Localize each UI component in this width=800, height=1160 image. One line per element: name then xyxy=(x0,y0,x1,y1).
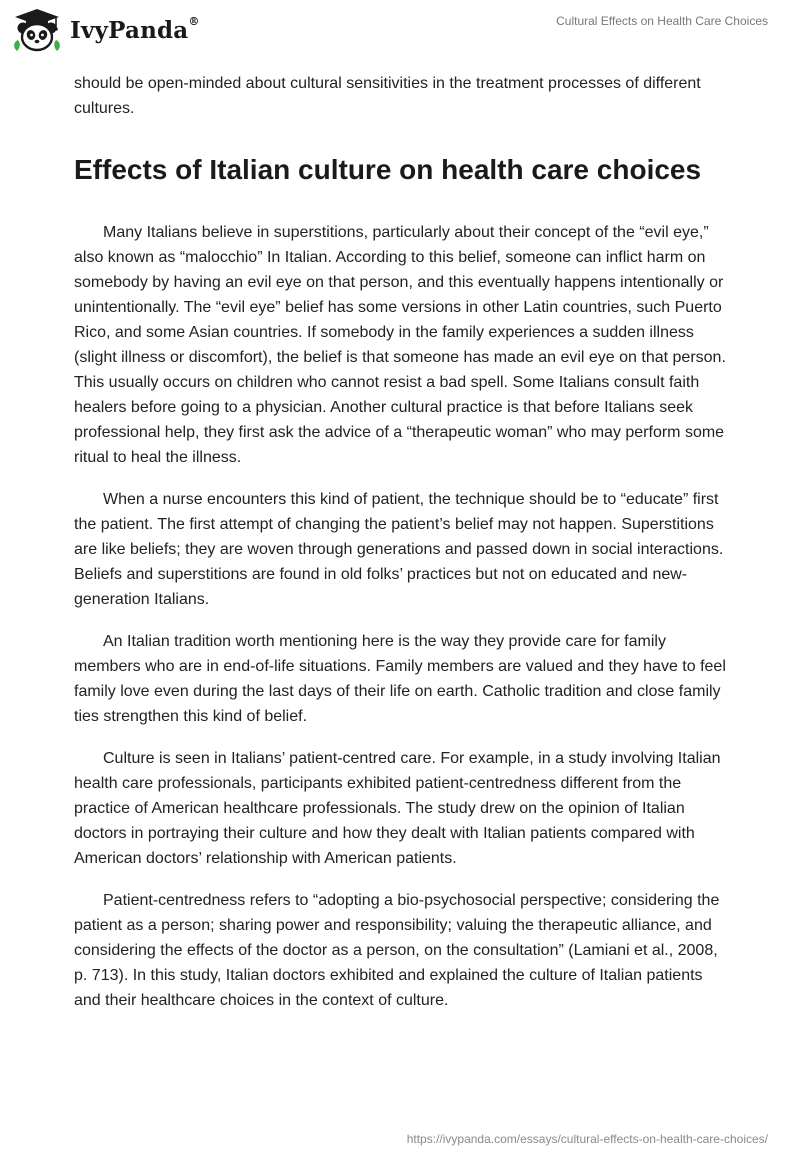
intro-paragraph: should be open-minded about cultural sensitivities in the treatment processes of different cultures. xyxy=(74,75,701,117)
footer-url[interactable]: https://ivypanda.com/essays/cultural-effects-on-health-care-choices/ xyxy=(406,1132,768,1146)
page-header xyxy=(0,0,800,56)
paragraph-evil-eye: Many Italians believe in superstitions, particularly about their concept of the “evil eye,” also known as “malocchio” In Italian. According to this belief, someone can inflict harm on somebody by having an evil eye on that person, and this eventually happens intentionally or unintentionally. The “evil eye” belief has some versions in other Latin countries, such Puerto Rico, and some Asian countries. If somebody in the family experiences a sudden illness (slight illness or discomfort), the belief is that someone has made an evil eye on that person. This usually occurs on children who cannot resist a bad spell. Some Italians consult faith healers before going to a physician. Another cultural practice is that before Italians seek professional help, they first ask the advice of a “therapeutic woman” who may perform some ritual to heal the illness. xyxy=(74,224,726,466)
registered-mark: ® xyxy=(188,14,200,28)
paragraph-patient-centredness-definition: Patient-centredness refers to “adopting a bio-psychosocial perspective; considering the patient as a person; sharing power and responsibility; valuing the therapeutic alliance, and considering the effects of the doctor as a person, on the consultation” (Lamiani et al., 2008, p. 713). In this study, Italian doctors exhibited and explained the culture of Italian patients and their healthcare choices in the context of culture. xyxy=(74,892,720,1009)
panda-graduate-icon xyxy=(12,7,62,53)
paragraph-end-of-life: An Italian tradition worth mentioning here is the way they provide care for family members who are in end-of-life situations. Family members are valued and they have to feel family love even during the last days of their life on earth. Catholic tradition and close family ties strengthen this kind of belief. xyxy=(74,633,726,725)
section-heading: Effects of Italian culture on health care choices xyxy=(74,154,702,185)
brand-logo[interactable] xyxy=(12,6,200,54)
brand-name: IvyPanda® xyxy=(70,14,200,44)
article-body xyxy=(74,71,728,1030)
paragraph-nurse-technique: When a nurse encounters this kind of patient, the technique should be to “educate” first the patient. The first attempt of changing the patient’s belief may not happen. Superstitions are like beliefs; they are woven through generations and passed down in social interactions. Beliefs and superstitions are found in old folks’ practices but not on educated and new-generation Italians. xyxy=(74,491,724,608)
paragraph-patient-centred-care: Culture is seen in Italians’ patient-centred care. For example, in a study involving Italian health care professionals, participants exhibited patient-centredness different from the practice of American healthcare professionals. The study drew on the opinion of Italian doctors in portraying their culture and how they dealt with Italian patients compared with American doctors’ relationship with American patients. xyxy=(74,750,721,867)
document-title: Cultural Effects on Health Care Choices xyxy=(556,14,768,28)
